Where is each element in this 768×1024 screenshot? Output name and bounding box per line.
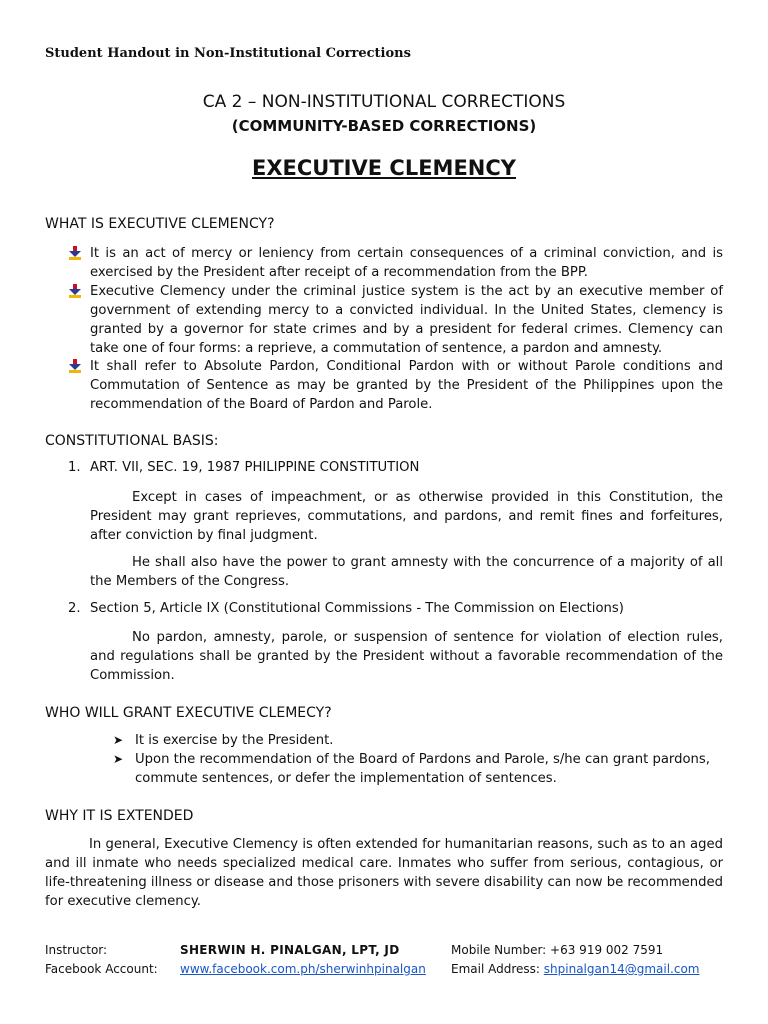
bullet-text: Executive Clemency under the criminal justice system is the act by an executive member of government of extending mercy to a convicted individual. In the United States, clemency is granted by a governor for state crimes and by a president for federal crimes. Clemency can take one of four forms: a reprieve, a commutation of sentence, a pardon and amnesty. [90, 284, 723, 356]
item-number: 1. [68, 460, 81, 475]
list-item [68, 282, 723, 358]
bullet-text: It is exercise by the President. [135, 733, 334, 748]
arrowhead-bullet-icon: ➤ [113, 752, 124, 766]
mobile-label: Mobile Number: [451, 943, 547, 957]
paragraph: Except in cases of impeachment, or as otherwise provided in this Constitution, the President may grant reprieves, commutations, and pardons, and remit fines and forfeitures, after conviction by final judgment. [90, 490, 723, 543]
paragraph: In general, Executive Clemency is often extended for humanitarian reasons, such as to an aged and ill inmate who needs specialized medical care. Inmates who suffer from serious, contagious, or life-threatening illness or disease and those prisoners with severe disability can now be recommended for executive clemency. [45, 837, 723, 909]
numbered-item-1 [68, 460, 419, 475]
email-label: Email Address: [451, 962, 540, 976]
mobile-value: +63 919 002 7591 [550, 943, 664, 957]
bullet-text: It is an act of mercy or leniency from certain consequences of a criminal conviction, and is exercised by the President after receipt of a recommendation from the BPP. [90, 246, 723, 280]
list-item [113, 731, 723, 750]
list-item [68, 357, 723, 414]
handout-header: Student Handout in Non-Institutional Corrections [45, 46, 411, 61]
down-arrow-bullet-icon [68, 359, 82, 373]
paragraph: No pardon, amnesty, parole, or suspension of sentence for violation of election rules, and regulations shall be granted by the President without a favorable recommendation of the Commission. [90, 630, 723, 683]
section-heading-who-will-grant: WHO WILL GRANT EXECUTIVE CLEMECY? [45, 705, 332, 721]
list-item [68, 244, 723, 282]
course-title: CA 2 – NON-INSTITUTIONAL CORRECTIONS [202, 92, 566, 112]
section-heading-why-extended: WHY IT IS EXTENDED [45, 808, 194, 824]
paragraph: He shall also have the power to grant amnesty with the concurrence of a majority of all the Members of the Congress. [90, 555, 723, 589]
topic-title: EXECUTIVE CLEMENCY [252, 156, 516, 180]
item-title: Section 5, Article IX (Constitutional Commissions - The Commission on Elections) [90, 601, 624, 616]
email-address [451, 962, 700, 976]
section-heading-what-is: WHAT IS EXECUTIVE CLEMENCY? [45, 216, 275, 232]
facebook-link[interactable]: www.facebook.com.ph/sherwinhpinalgan [180, 962, 426, 976]
bullet-text: Upon the recommendation of the Board of Pardons and Parole, s/he can grant pardons, commute sentences, or defer the implementation of sentences. [135, 752, 710, 786]
list-item [113, 750, 723, 788]
item-title: ART. VII, SEC. 19, 1987 PHILIPPINE CONSTITUTION [90, 460, 420, 475]
mobile-number [451, 943, 663, 957]
section-heading-constitutional-basis: CONSTITUTIONAL BASIS: [45, 433, 219, 449]
course-subtitle: (COMMUNITY-BASED CORRECTIONS) [231, 117, 537, 135]
arrowhead-bullet-icon: ➤ [113, 733, 124, 747]
email-link[interactable]: shpinalgan14@gmail.com [543, 962, 700, 976]
numbered-item-2 [68, 601, 624, 616]
facebook-label: Facebook Account: [45, 962, 158, 976]
bullet-text: It shall refer to Absolute Pardon, Conditional Pardon with or without Parole conditions and Commutation of Sentence as may be granted by the President of the Philippines upon the recommendation of the Board of Pardon and Parole. [90, 359, 723, 412]
down-arrow-bullet-icon [68, 284, 82, 298]
down-arrow-bullet-icon [68, 246, 82, 260]
instructor-name: SHERWIN H. PINALGAN, LPT, JD [180, 943, 400, 957]
item-number: 2. [68, 601, 81, 616]
instructor-label: Instructor: [45, 943, 108, 957]
